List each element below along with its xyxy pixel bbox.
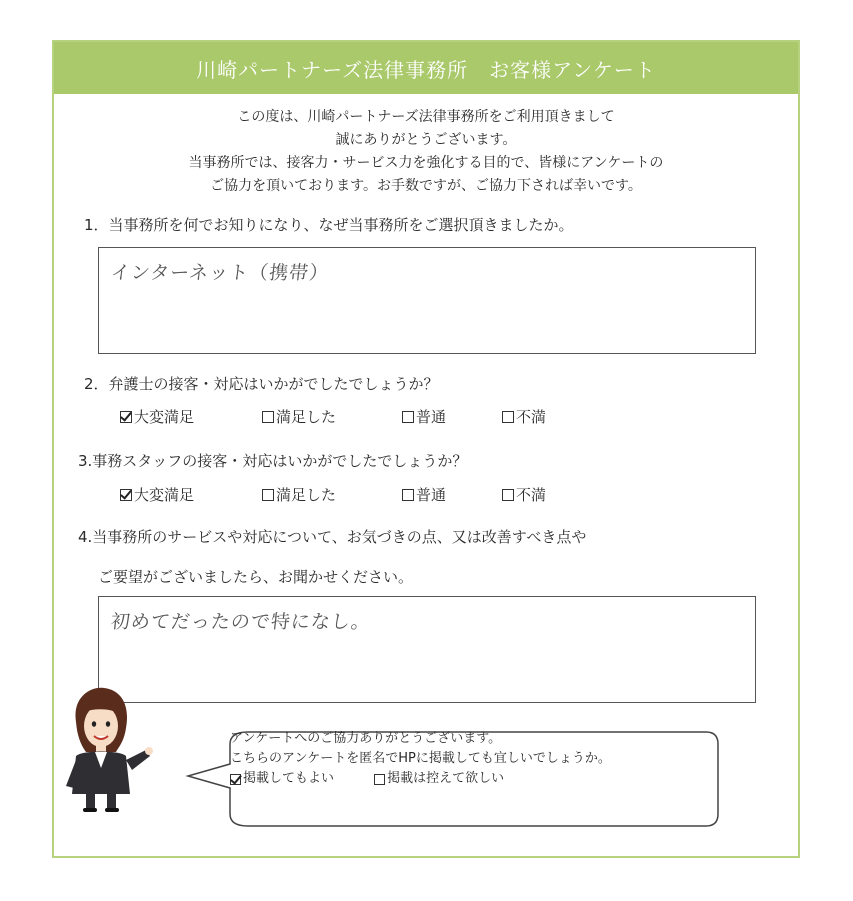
question-3-label: 3.事務スタッフの接客・対応はいかがでしたでしょうか？ xyxy=(78,452,468,470)
q3-option-satisfied[interactable] xyxy=(262,484,336,505)
intro-line-3: 当事務所では、接客力・サービス力を強化する目的で、皆様にアンケートの xyxy=(188,155,664,171)
q2-option-very-satisfied[interactable] xyxy=(120,406,194,427)
bubble-message xyxy=(230,729,611,792)
option-label: 満足した xyxy=(276,408,337,426)
checkbox-icon xyxy=(502,411,514,423)
question-4-answer-box xyxy=(98,596,756,703)
survey-title: 川崎パートナーズ法律事務所 お客様アンケート xyxy=(196,57,656,82)
publish-decline-option[interactable] xyxy=(374,769,504,789)
question-4-handwritten-answer: 初めてだったので特になし。 xyxy=(109,611,373,633)
option-label: 掲載は控えて欲しい xyxy=(387,771,505,786)
question-1-handwritten-answer: インターネット（携帯） xyxy=(109,262,331,284)
q3-option-normal[interactable] xyxy=(402,484,446,505)
checkbox-icon xyxy=(262,489,274,501)
checked-box-icon xyxy=(120,489,132,501)
q3-option-unsatisfied[interactable] xyxy=(502,484,546,505)
option-label: 普通 xyxy=(416,408,447,426)
option-label: 満足した xyxy=(276,486,337,504)
checkbox-icon xyxy=(402,489,414,501)
checkbox-icon xyxy=(402,411,414,423)
option-label: 掲載してもよい xyxy=(243,771,335,786)
question-4-label-line-2: ご要望がございましたら、お聞かせください。 xyxy=(98,568,414,586)
intro-text xyxy=(54,106,798,198)
survey-title-bar xyxy=(54,42,798,94)
question-1-answer-box xyxy=(98,247,756,354)
question-2-label: 2．弁護士の接客・対応はいかがでしたでしょうか？ xyxy=(84,375,439,393)
checkbox-icon xyxy=(262,411,274,423)
intro-line-4: ご協力を頂いております。お手数ですが、ご協力下されば幸いです。 xyxy=(210,178,642,194)
q3-option-very-satisfied[interactable] xyxy=(120,484,194,505)
checked-box-icon xyxy=(230,774,241,785)
option-label: 不満 xyxy=(516,486,547,504)
option-label: 不満 xyxy=(516,408,547,426)
bubble-line-1: アンケートへのご協力ありがとうございます。 xyxy=(230,731,502,746)
question-4-label-line-1: 4.当事務所のサービスや対応について、お気づきの点、又は改善すべき点や xyxy=(78,528,587,546)
q2-option-satisfied[interactable] xyxy=(262,406,336,427)
option-label: 大変満足 xyxy=(134,408,195,426)
publish-ok-option[interactable] xyxy=(230,769,334,789)
staff-character-illustration xyxy=(46,682,156,814)
checked-box-icon xyxy=(120,411,132,423)
checkbox-icon xyxy=(502,489,514,501)
bubble-line-2: こちらのアンケートを匿名でHPに掲載しても宜しいでしょうか。 xyxy=(230,751,611,766)
intro-line-2: 誠にありがとうございます。 xyxy=(335,132,517,148)
option-label: 大変満足 xyxy=(134,486,195,504)
option-label: 普通 xyxy=(416,486,447,504)
intro-line-1: この度は、川崎パートナーズ法律事務所をご利用頂きまして xyxy=(237,109,615,125)
bubble-options xyxy=(230,769,611,792)
q2-option-normal[interactable] xyxy=(402,406,446,427)
q2-option-unsatisfied[interactable] xyxy=(502,406,546,427)
checkbox-icon xyxy=(374,774,385,785)
question-1-label: 1．当事務所を何でお知りになり、なぜ当事務所をご選択頂きましたか。 xyxy=(84,216,574,234)
